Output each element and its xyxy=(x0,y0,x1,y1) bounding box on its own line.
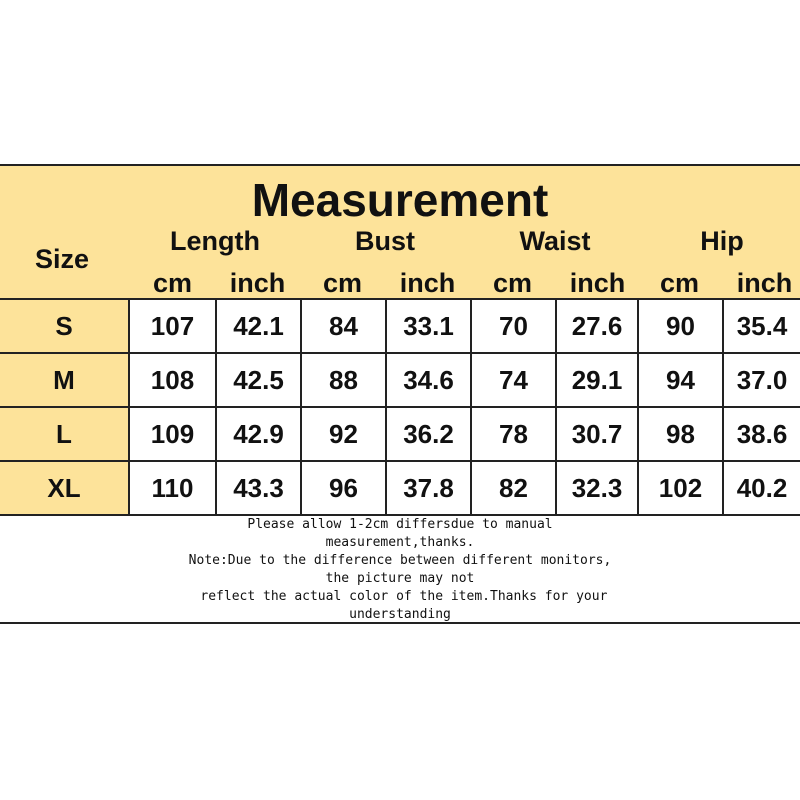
table-row xyxy=(0,300,800,354)
value-cell: 90 xyxy=(637,300,722,354)
value-cell: 74 xyxy=(470,354,555,408)
size-cell: L xyxy=(0,408,128,462)
value-cell: 70 xyxy=(470,300,555,354)
unit-header: cm xyxy=(152,268,193,298)
value-cell: 102 xyxy=(637,462,722,516)
unit-header: inch xyxy=(229,268,286,298)
chart-title: Measurement xyxy=(251,174,549,226)
group-header-waist: Waist xyxy=(519,226,591,256)
value-cell: 30.7 xyxy=(555,408,637,462)
note-line: Please allow 1-2cm differsdue to manual xyxy=(247,517,553,532)
value-cell: 96 xyxy=(300,462,385,516)
size-cell: XL xyxy=(0,462,128,516)
unit-header: inch xyxy=(569,268,626,298)
unit-header: cm xyxy=(492,268,533,298)
value-cell: 37.8 xyxy=(385,462,470,516)
value-cell: 32.3 xyxy=(555,462,637,516)
note-line: understanding xyxy=(349,607,451,622)
value-cell: 108 xyxy=(128,354,215,408)
value-cell: 42.9 xyxy=(215,408,300,462)
value-cell: 107 xyxy=(128,300,215,354)
value-cell: 38.6 xyxy=(722,408,800,462)
unit-header: inch xyxy=(399,268,456,298)
size-cell: S xyxy=(0,300,128,354)
size-column-header: Size xyxy=(34,244,90,274)
value-cell: 78 xyxy=(470,408,555,462)
value-cell: 35.4 xyxy=(722,300,800,354)
value-cell: 42.5 xyxy=(215,354,300,408)
group-header-hip: Hip xyxy=(700,226,744,256)
table-row xyxy=(0,354,800,408)
value-cell: 36.2 xyxy=(385,408,470,462)
value-cell: 98 xyxy=(637,408,722,462)
value-cell: 92 xyxy=(300,408,385,462)
value-cell: 33.1 xyxy=(385,300,470,354)
value-cell: 84 xyxy=(300,300,385,354)
value-cell: 40.2 xyxy=(722,462,800,516)
unit-header: cm xyxy=(322,268,363,298)
value-cell: 27.6 xyxy=(555,300,637,354)
group-header-length: Length xyxy=(170,226,260,256)
unit-header: inch xyxy=(736,268,793,298)
note-line: the picture may not xyxy=(325,571,475,586)
value-cell: 43.3 xyxy=(215,462,300,516)
unit-header: cm xyxy=(659,268,700,298)
table-row xyxy=(0,408,800,462)
value-cell: 42.1 xyxy=(215,300,300,354)
size-chart xyxy=(0,164,800,624)
group-header-bust: Bust xyxy=(355,226,415,256)
note-line: Note:Due to the difference between different monitors, xyxy=(188,553,612,568)
value-cell: 94 xyxy=(637,354,722,408)
value-cell: 34.6 xyxy=(385,354,470,408)
measurement-note xyxy=(0,516,800,624)
note-line: measurement,thanks. xyxy=(325,535,475,550)
header-block xyxy=(0,164,800,300)
value-cell: 82 xyxy=(470,462,555,516)
value-cell: 29.1 xyxy=(555,354,637,408)
value-cell: 88 xyxy=(300,354,385,408)
note-line: reflect the actual color of the item.Thanks for your xyxy=(192,589,608,604)
value-cell: 109 xyxy=(128,408,215,462)
size-cell: M xyxy=(0,354,128,408)
value-cell: 37.0 xyxy=(722,354,800,408)
table-row xyxy=(0,462,800,516)
value-cell: 110 xyxy=(128,462,215,516)
